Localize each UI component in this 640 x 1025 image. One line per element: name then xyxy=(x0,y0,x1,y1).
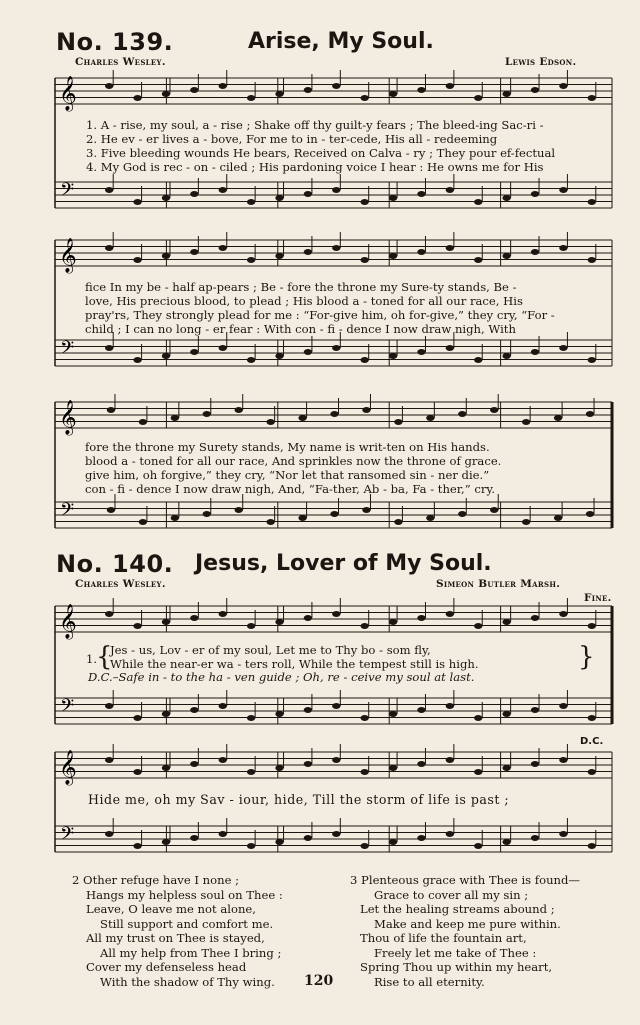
treble-note xyxy=(133,257,141,263)
bass-note xyxy=(559,831,567,837)
bass-note xyxy=(389,195,397,201)
treble-note xyxy=(522,419,530,425)
treble-note xyxy=(332,611,340,617)
treble-note xyxy=(446,245,454,251)
hymn-140-words-by: Charles Wesley. xyxy=(75,578,166,590)
treble-note xyxy=(304,249,312,255)
treble-note xyxy=(531,87,539,93)
treble-note xyxy=(304,761,312,767)
treble-note xyxy=(389,91,397,97)
bass-clef-icon: 𝄢 xyxy=(60,824,75,849)
bass-note xyxy=(554,515,562,521)
treble-note xyxy=(219,83,227,89)
lyric-line: 4. My God is rec - on - ciled ; His pardoning voice I hear : He owns me for His xyxy=(86,160,544,174)
bass-note xyxy=(389,711,397,717)
treble-note xyxy=(235,407,243,413)
treble-note xyxy=(190,249,198,255)
hymn-139-line2-lyrics xyxy=(85,280,555,336)
bass-note xyxy=(162,353,170,359)
treble-note xyxy=(474,623,482,629)
bass-note xyxy=(235,507,243,513)
hymn-139-words-by: Charles Wesley. xyxy=(75,56,166,68)
bass-note xyxy=(298,515,306,521)
bass-note xyxy=(446,187,454,193)
bass-note xyxy=(446,831,454,837)
bass-note xyxy=(266,519,274,525)
treble-note xyxy=(490,407,498,413)
treble-note xyxy=(298,415,306,421)
bass-note xyxy=(531,707,539,713)
bass-note xyxy=(332,703,340,709)
bass-note xyxy=(304,349,312,355)
stanza-line: Still support and comfort me. xyxy=(100,916,274,931)
bass-note xyxy=(105,831,113,837)
bass-note xyxy=(502,839,510,845)
left-brace: { xyxy=(96,642,113,672)
bass-note xyxy=(588,199,596,205)
treble-note xyxy=(531,249,539,255)
treble-note xyxy=(162,765,170,771)
bass-note xyxy=(474,715,482,721)
bass-note xyxy=(446,703,454,709)
treble-note xyxy=(275,91,283,97)
bass-note xyxy=(139,519,147,525)
treble-note xyxy=(133,95,141,101)
treble-note xyxy=(171,415,179,421)
treble-note xyxy=(247,257,255,263)
bass-note xyxy=(502,353,510,359)
bass-note xyxy=(531,349,539,355)
treble-note xyxy=(360,623,368,629)
treble-note xyxy=(219,245,227,251)
dc-marking: D.C. xyxy=(580,736,604,747)
bass-note xyxy=(219,703,227,709)
treble-note xyxy=(190,615,198,621)
treble-note xyxy=(203,411,211,417)
bass-clef-icon: 𝄢 xyxy=(60,696,75,721)
bass-note xyxy=(162,839,170,845)
treble-note xyxy=(133,623,141,629)
bass-note xyxy=(304,191,312,197)
treble-note xyxy=(332,757,340,763)
bass-note xyxy=(417,835,425,841)
treble-note xyxy=(502,765,510,771)
treble-note xyxy=(362,407,370,413)
treble-note xyxy=(105,757,113,763)
hymn-139-line1-lyrics xyxy=(86,118,555,174)
bass-note xyxy=(426,515,434,521)
treble-note xyxy=(554,415,562,421)
bass-note xyxy=(247,199,255,205)
stanza-line: 3 Plenteous grace with Thee is found— xyxy=(350,873,581,887)
treble-clef-icon: 𝄞 xyxy=(59,238,77,273)
treble-note xyxy=(417,87,425,93)
bass-note xyxy=(133,715,141,721)
dc-lyric-line: D.C.–Safe in - to the ha - ven guide ; Oh, re - ceive my soul at last. xyxy=(88,670,475,684)
treble-note xyxy=(446,757,454,763)
hymn-140-music-by: Simeon Butler Marsh. xyxy=(436,578,561,590)
hymn-139-number: No. 139. xyxy=(56,28,174,56)
bass-note xyxy=(332,345,340,351)
treble-note xyxy=(105,245,113,251)
lyric-line: blood a - toned for all our race, And sprinkles now the throne of grace. xyxy=(85,454,502,468)
treble-note xyxy=(389,619,397,625)
bass-note xyxy=(360,715,368,721)
treble-note xyxy=(559,83,567,89)
treble-note xyxy=(360,257,368,263)
treble-note xyxy=(531,615,539,621)
bass-note xyxy=(559,345,567,351)
bass-clef-icon: 𝄢 xyxy=(60,500,75,525)
bass-note xyxy=(190,707,198,713)
treble-note xyxy=(139,419,147,425)
bass-note xyxy=(531,835,539,841)
lyric-line: con - fi - dence I now draw nigh, And, “Fa-ther, Ab - ba, Fa - ther,” cry. xyxy=(85,482,496,496)
bass-note xyxy=(107,507,115,513)
bass-note xyxy=(203,511,211,517)
bass-note xyxy=(275,711,283,717)
hymn-140-line2-lyrics: Hide me, oh my Sav - iour, hide, Till the storm of life is past ; xyxy=(88,792,510,807)
treble-clef-icon: 𝄞 xyxy=(59,400,77,435)
bass-note xyxy=(394,519,402,525)
bass-clef-icon: 𝄢 xyxy=(60,338,75,363)
treble-note xyxy=(417,761,425,767)
stanza-line: Rise to all eternity. xyxy=(374,974,485,989)
bass-note xyxy=(332,187,340,193)
bass-note xyxy=(360,357,368,363)
treble-note xyxy=(502,253,510,259)
verse-number: 1. xyxy=(86,652,98,666)
bass-note xyxy=(502,195,510,201)
bass-note xyxy=(162,195,170,201)
treble-note xyxy=(162,253,170,259)
treble-clef-icon: 𝄞 xyxy=(59,604,77,639)
treble-note xyxy=(417,615,425,621)
treble-note xyxy=(389,765,397,771)
treble-note xyxy=(219,611,227,617)
treble-note xyxy=(446,611,454,617)
bass-note xyxy=(522,519,530,525)
bass-note xyxy=(162,711,170,717)
bass-note xyxy=(219,345,227,351)
treble-note xyxy=(107,407,115,413)
stanza-line: Thou of life the fountain art, xyxy=(360,931,527,945)
treble-note xyxy=(502,619,510,625)
bass-note xyxy=(588,843,596,849)
treble-clef-icon: 𝄞 xyxy=(59,76,77,111)
bass-note xyxy=(304,835,312,841)
stanza-line: Cover my defenseless head xyxy=(86,960,247,974)
stanza-line: With the shadow of Thy wing. xyxy=(100,974,275,989)
bass-note xyxy=(389,839,397,845)
bass-note xyxy=(275,839,283,845)
bass-note xyxy=(360,199,368,205)
stanza-3 xyxy=(350,873,580,989)
bass-note xyxy=(247,843,255,849)
treble-note xyxy=(588,623,596,629)
treble-note xyxy=(474,257,482,263)
lyric-line: give him, oh forgive,” they cry, “Nor let that ransomed sin - ner die.” xyxy=(85,468,490,482)
bass-note xyxy=(275,353,283,359)
hymn-139-music-by: Lewis Edson. xyxy=(505,56,577,68)
lyric-line: fice In my be - half ap-pears ; Be - fore the throne my Sure-ty stands, Be - xyxy=(85,280,517,294)
bass-note xyxy=(586,511,594,517)
bass-note xyxy=(360,843,368,849)
stanza-2 xyxy=(72,873,283,989)
right-brace: } xyxy=(578,642,595,672)
bass-note xyxy=(474,843,482,849)
bass-note xyxy=(417,349,425,355)
bass-note xyxy=(219,187,227,193)
bass-note xyxy=(446,345,454,351)
treble-note xyxy=(162,619,170,625)
fine-marking: Fine. xyxy=(584,592,612,604)
treble-note xyxy=(247,623,255,629)
bass-note xyxy=(362,507,370,513)
lyric-line: 1. A - rise, my soul, a - rise ; Shake off thy guilt-y fears ; The bleed-ing Sac-ri - xyxy=(86,118,544,132)
lyric-line: 3. Five bleeding wounds He bears, Received on Calva - ry ; They pour ef-fectual xyxy=(86,146,556,160)
treble-note xyxy=(162,91,170,97)
treble-note xyxy=(502,91,510,97)
lyric-line: love, His precious blood, to plead ; His blood a - toned for all our race, His xyxy=(85,294,523,308)
bass-note xyxy=(531,191,539,197)
treble-note xyxy=(330,411,338,417)
bass-note xyxy=(219,831,227,837)
bass-note xyxy=(105,345,113,351)
hymn-139-line3-lyrics xyxy=(85,440,501,496)
bass-note xyxy=(304,707,312,713)
lyric-line: pray'rs, They strongly plead for me : “For-give him, oh for-give,” they cry, “For - xyxy=(85,308,555,322)
bass-note xyxy=(247,357,255,363)
stanza-line: Make and keep me pure within. xyxy=(374,916,561,931)
bass-note xyxy=(559,703,567,709)
treble-note xyxy=(389,253,397,259)
hymn-140-verse1-lyrics xyxy=(110,643,479,671)
bass-clef-icon: 𝄢 xyxy=(60,180,75,205)
treble-note xyxy=(458,411,466,417)
bass-note xyxy=(490,507,498,513)
bass-note xyxy=(559,187,567,193)
bass-note xyxy=(458,511,466,517)
bass-note xyxy=(133,843,141,849)
hymn-139-title: Arise, My Soul. xyxy=(248,29,434,54)
treble-note xyxy=(275,765,283,771)
stanza-line: Hangs my helpless soul on Thee : xyxy=(86,887,283,902)
stanza-line: All my help from Thee I bring ; xyxy=(100,945,282,960)
lyric-line: child ; I can no long - er fear : With con - fi - dence I now draw nigh, With xyxy=(85,322,516,336)
stanza-line: All my trust on Thee is stayed, xyxy=(86,931,265,945)
treble-note xyxy=(133,769,141,775)
bass-note xyxy=(588,715,596,721)
treble-note xyxy=(474,769,482,775)
treble-note xyxy=(394,419,402,425)
hymn-140-title: Jesus, Lover of My Soul. xyxy=(195,551,492,576)
treble-note xyxy=(219,757,227,763)
lyric-line: Jes - us, Lov - er of my soul, Let me to Thy bo - som fly, xyxy=(110,643,431,657)
bass-note xyxy=(502,711,510,717)
bass-note xyxy=(474,357,482,363)
bass-note xyxy=(330,511,338,517)
treble-note xyxy=(304,615,312,621)
bass-note xyxy=(332,831,340,837)
bass-note xyxy=(417,707,425,713)
treble-note xyxy=(247,769,255,775)
page-number: 120 xyxy=(304,973,334,989)
treble-note xyxy=(586,411,594,417)
treble-note xyxy=(275,253,283,259)
bass-note xyxy=(105,187,113,193)
treble-note xyxy=(266,419,274,425)
treble-note xyxy=(588,769,596,775)
bass-note xyxy=(133,199,141,205)
bass-note xyxy=(389,353,397,359)
treble-note xyxy=(105,611,113,617)
bass-note xyxy=(417,191,425,197)
bass-note xyxy=(190,835,198,841)
treble-note xyxy=(190,761,198,767)
bass-note xyxy=(105,703,113,709)
treble-note xyxy=(304,87,312,93)
treble-note xyxy=(275,619,283,625)
lyric-line: 2. He ev - er lives a - bove, For me to in - ter-cede, His all - redeeming xyxy=(86,132,498,146)
lyric-line: While the near-er wa - ters roll, While the tempest still is high. xyxy=(110,657,479,671)
hymn-140-number: No. 140. xyxy=(56,550,174,578)
treble-note xyxy=(559,611,567,617)
treble-note xyxy=(247,95,255,101)
bass-note xyxy=(190,349,198,355)
bass-note xyxy=(190,191,198,197)
treble-note xyxy=(559,245,567,251)
treble-note xyxy=(332,83,340,89)
treble-note xyxy=(588,257,596,263)
treble-note xyxy=(446,83,454,89)
treble-note xyxy=(332,245,340,251)
bass-note xyxy=(171,515,179,521)
treble-note xyxy=(360,95,368,101)
treble-clef-icon: 𝄞 xyxy=(59,750,77,785)
stanza-line: 2 Other refuge have I none ; xyxy=(72,873,240,887)
treble-note xyxy=(559,757,567,763)
stanza-line: Leave, O leave me not alone, xyxy=(86,902,256,916)
treble-note xyxy=(105,83,113,89)
stanza-line: Freely let me take of Thee : xyxy=(374,945,537,960)
treble-note xyxy=(474,95,482,101)
treble-note xyxy=(588,95,596,101)
lyric-line: fore the throne my Surety stands, My name is writ-ten on His hands. xyxy=(85,440,490,454)
treble-note xyxy=(360,769,368,775)
treble-note xyxy=(531,761,539,767)
treble-note xyxy=(426,415,434,421)
bass-note xyxy=(275,195,283,201)
bass-note xyxy=(588,357,596,363)
stanza-line: Grace to cover all my sin ; xyxy=(374,887,529,902)
bass-note xyxy=(474,199,482,205)
bass-note xyxy=(247,715,255,721)
stanza-line: Spring Thou up within my heart, xyxy=(360,960,553,974)
treble-note xyxy=(417,249,425,255)
treble-note xyxy=(190,87,198,93)
stanza-line: Let the healing streams abound ; xyxy=(360,902,555,916)
bass-note xyxy=(133,357,141,363)
